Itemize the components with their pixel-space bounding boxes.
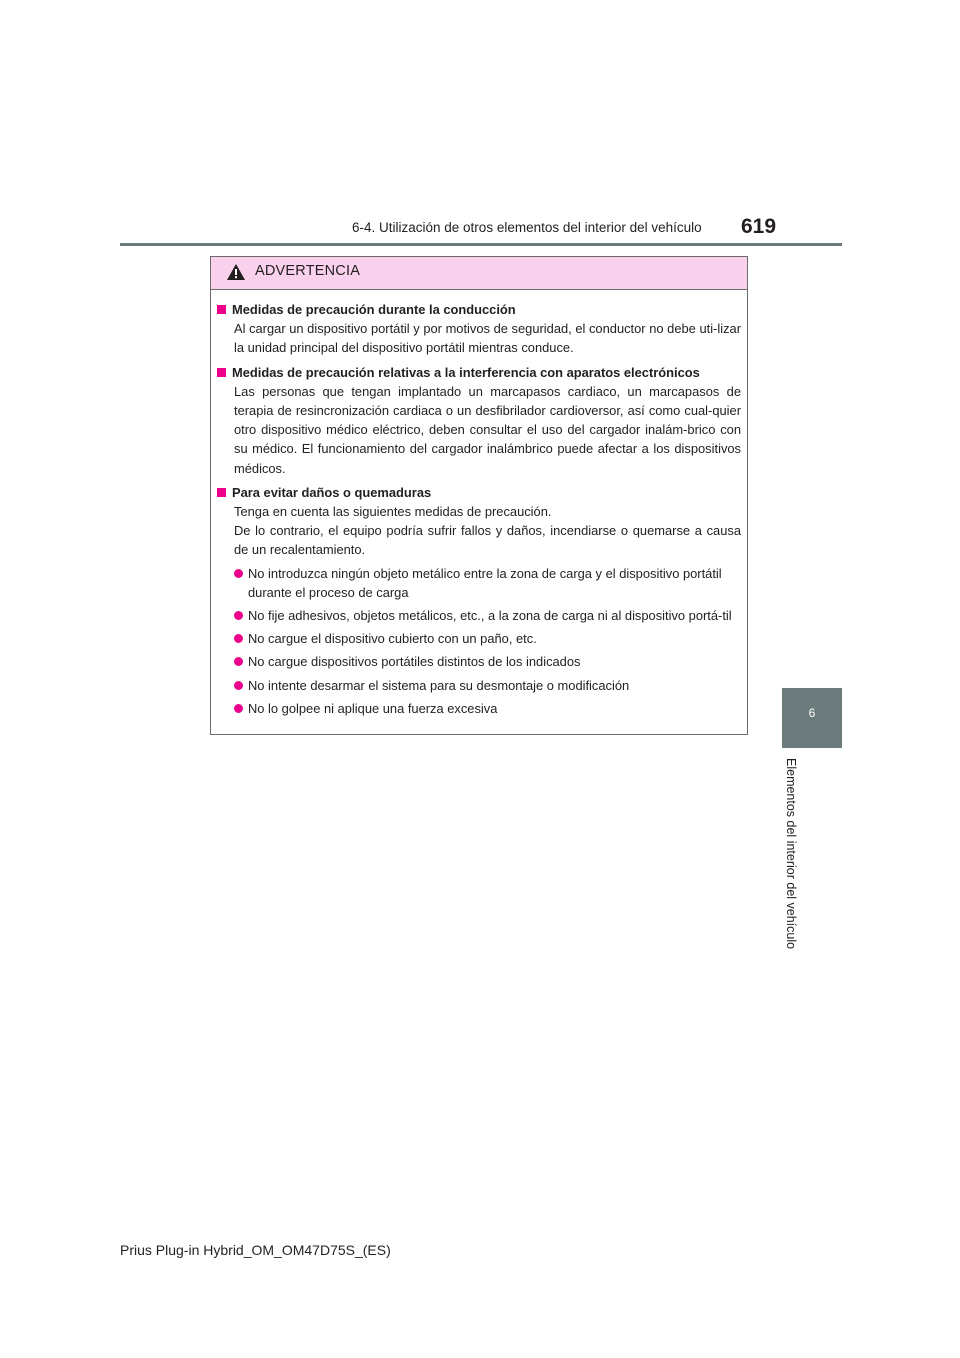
list-item (234, 629, 741, 648)
bullet-text: No intente desarmar el sistema para su desmontaje o modificación (248, 677, 630, 693)
list-item (234, 652, 741, 671)
bullet-text: No lo golpee ni aplique una fuerza excesiva (248, 700, 498, 716)
square-bullet-icon (217, 488, 226, 497)
chapter-tab (782, 688, 842, 748)
section-title (217, 483, 741, 502)
warning-box (210, 256, 748, 735)
warning-section (217, 300, 741, 358)
warning-title: ADVERTENCIA (255, 263, 361, 279)
warning-section (217, 483, 741, 718)
header-divider (120, 243, 842, 246)
bullet-text: No cargue dispositivos portátiles distintos de los indicados (248, 654, 581, 670)
circle-bullet-icon (234, 681, 243, 690)
document-id: Prius Plug-in Hybrid_OM_OM47D75S_(ES) (120, 1242, 391, 1258)
list-item (234, 699, 741, 718)
section-paragraph: Tenga en cuenta las siguientes medidas de precaución. (234, 504, 552, 520)
section-title (217, 300, 741, 319)
bullet-text: No cargue el dispositivo cubierto con un paño, etc. (248, 631, 537, 647)
page-number: 619 (741, 215, 777, 238)
bullet-text: No introduzca ningún objeto metálico entre la zona de carga y el dispositivo portátil durante el proceso de carga (248, 565, 722, 600)
warning-body (211, 290, 747, 718)
square-bullet-icon (217, 368, 226, 377)
section-title-text: Medidas de precaución durante la conducción (232, 302, 516, 317)
chapter-label: Elementos del interior del vehículo (784, 758, 798, 950)
circle-bullet-icon (234, 569, 243, 578)
list-item (234, 606, 741, 625)
warning-triangle-icon (226, 263, 246, 286)
section-title-text: Medidas de precaución relativas a la interferencia con aparatos electrónicos (232, 364, 700, 380)
section-header-title: 6-4. Utilización de otros elementos del interior del vehículo (352, 220, 702, 235)
chapter-number: 6 (808, 706, 816, 720)
section-title (217, 363, 741, 382)
bullet-list (217, 564, 741, 718)
warning-section (217, 363, 741, 478)
bullet-text: No fije adhesivos, objetos metálicos, etc., a la zona de carga ni al dispositivo portá-til (248, 608, 732, 624)
circle-bullet-icon (234, 704, 243, 713)
square-bullet-icon (217, 305, 226, 314)
circle-bullet-icon (234, 611, 243, 620)
circle-bullet-icon (234, 657, 243, 666)
warning-header (211, 257, 747, 290)
list-item (234, 564, 741, 602)
circle-bullet-icon (234, 634, 243, 643)
section-paragraph: De lo contrario, el equipo podría sufrir fallos y daños, incendiarse o quemarse a causa de un recalentamiento. (234, 523, 741, 558)
section-title-text: Para evitar daños o quemaduras (232, 484, 432, 500)
list-item (234, 676, 741, 695)
section-paragraph: Las personas que tengan implantado un marcapasos cardiaco, un marcapasos de terapia de resincronización cardiaca o un desfibrilador cardioversor, así como cual-quier otro dispositivo médico eléctrico, deben consultar el uso del cargador inalám-brico con su médico. El funcionamiento del cargador inalámbrico puede afectar a los dispositivos médicos. (234, 383, 741, 476)
section-paragraph: Al cargar un dispositivo portátil y por motivos de seguridad, el conductor no debe uti-lizar la unidad principal del dispositivo portátil mientras conduce. (234, 321, 741, 356)
